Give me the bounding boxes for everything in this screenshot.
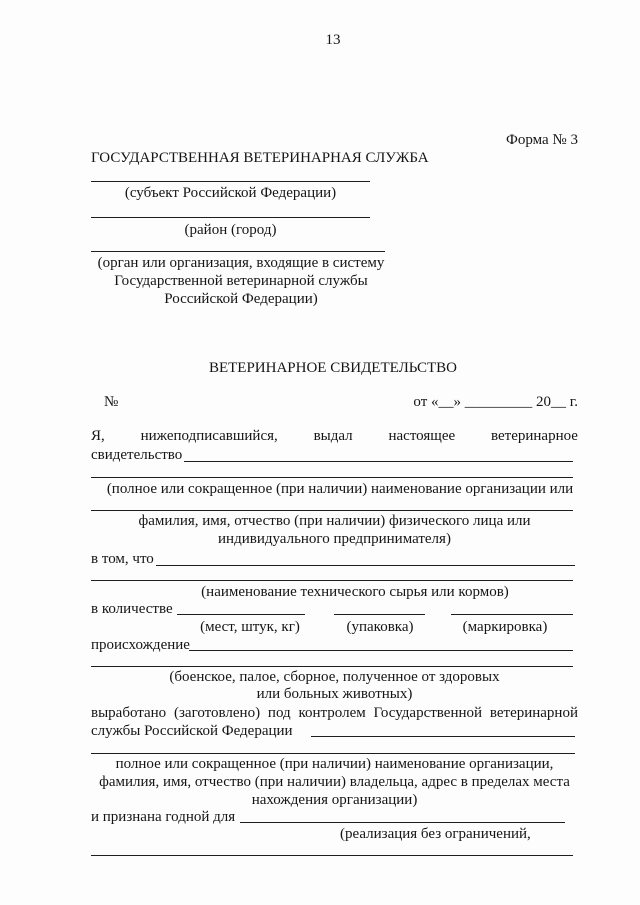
intro-word: выдал	[313, 428, 353, 444]
produced-word: ветеринарной	[489, 705, 578, 721]
certificate-word: свидетельство	[91, 447, 183, 463]
document-title: ВЕТЕРИНАРНОЕ СВИДЕТЕЛЬСТВО	[208, 360, 458, 376]
district-caption: (район (город)	[184, 222, 277, 238]
intro-word: настоящее	[388, 428, 456, 444]
organ-caption-line-2: Государственной ветеринарной службы	[114, 273, 368, 289]
intro-word: нижеподписавшийся,	[140, 428, 278, 444]
produced-line	[91, 704, 578, 722]
produced-word: под	[267, 705, 291, 721]
organ-blank-line	[91, 251, 385, 252]
origin-blank-line-2	[91, 666, 573, 667]
regarding-label: в том, что	[91, 551, 154, 567]
produced-line-2: службы Российской Федерации	[91, 723, 293, 739]
regarding-blank-line	[156, 565, 575, 566]
issuer-blank-line-2	[91, 510, 573, 511]
subject-caption: (субъект Российской Федерации)	[124, 185, 337, 201]
issuer-blank-line-1	[91, 477, 573, 478]
fit-blank-line	[240, 822, 565, 823]
quantity-marking-caption: (маркировка)	[462, 619, 548, 635]
produced-word: контролем	[298, 705, 366, 721]
use-blank-line	[91, 855, 573, 856]
organ-caption-line-1: (орган или организация, входящие в систему	[97, 255, 385, 271]
subject-blank-line	[91, 181, 370, 182]
service-title: ГОСУДАРСТВЕННАЯ ВЕТЕРИНАРНАЯ СЛУЖБА	[91, 150, 429, 166]
origin-caption-line-1: (боенское, палое, сборное, полученное от здоровых	[169, 669, 500, 685]
issuer-caption-line-3: индивидуального предпринимателя)	[218, 531, 451, 547]
produced-word: (заготовлено)	[174, 705, 261, 721]
origin-blank-line	[189, 650, 573, 651]
owner-blank-line-2	[91, 753, 575, 754]
quantity-label: в количестве	[91, 601, 173, 617]
quantity-marking-blank	[451, 614, 573, 615]
owner-blank-line	[311, 736, 575, 737]
quantity-count-blank	[177, 614, 305, 615]
use-caption: (реализация без ограничений,	[340, 826, 531, 842]
issuer-caption-line-1: (полное или сокращенное (при наличии) наименование организации или	[106, 481, 574, 497]
owner-caption-line-1: полное или сокращенное (при наличии) наименование организации,	[115, 756, 554, 772]
intro-line	[91, 427, 578, 445]
produced-word: выработано	[91, 705, 167, 721]
certificate-blank-line	[184, 461, 573, 462]
fit-label: и признана годной для	[91, 809, 236, 825]
material-blank-line	[91, 580, 573, 581]
organ-caption-line-3: Российской Федерации)	[164, 291, 318, 307]
page-number: 13	[325, 32, 341, 48]
form-number: Форма № 3	[506, 132, 578, 148]
origin-caption-line-2: или больных животных)	[256, 686, 413, 702]
district-blank-line	[91, 217, 370, 218]
origin-label: происхождение	[91, 637, 190, 653]
owner-caption-line-3: нахождения организации)	[251, 792, 418, 808]
intro-word: Я,	[91, 428, 105, 444]
material-caption: (наименование технического сырья или кормов)	[201, 584, 509, 600]
intro-word: ветеринарное	[491, 428, 578, 444]
date-label: от «__» _________ 20__ г.	[413, 394, 578, 410]
produced-word: Государственной	[373, 705, 483, 721]
quantity-package-blank	[334, 614, 425, 615]
issuer-caption-line-2: фамилия, имя, отчество (при наличии) физического лица или	[138, 513, 531, 529]
quantity-count-caption: (мест, штук, кг)	[200, 619, 300, 635]
owner-caption-line-2: фамилия, имя, отчество (при наличии) владельца, адрес в пределах места	[99, 774, 570, 790]
number-label: №	[104, 394, 119, 410]
quantity-package-caption: (упаковка)	[346, 619, 414, 635]
